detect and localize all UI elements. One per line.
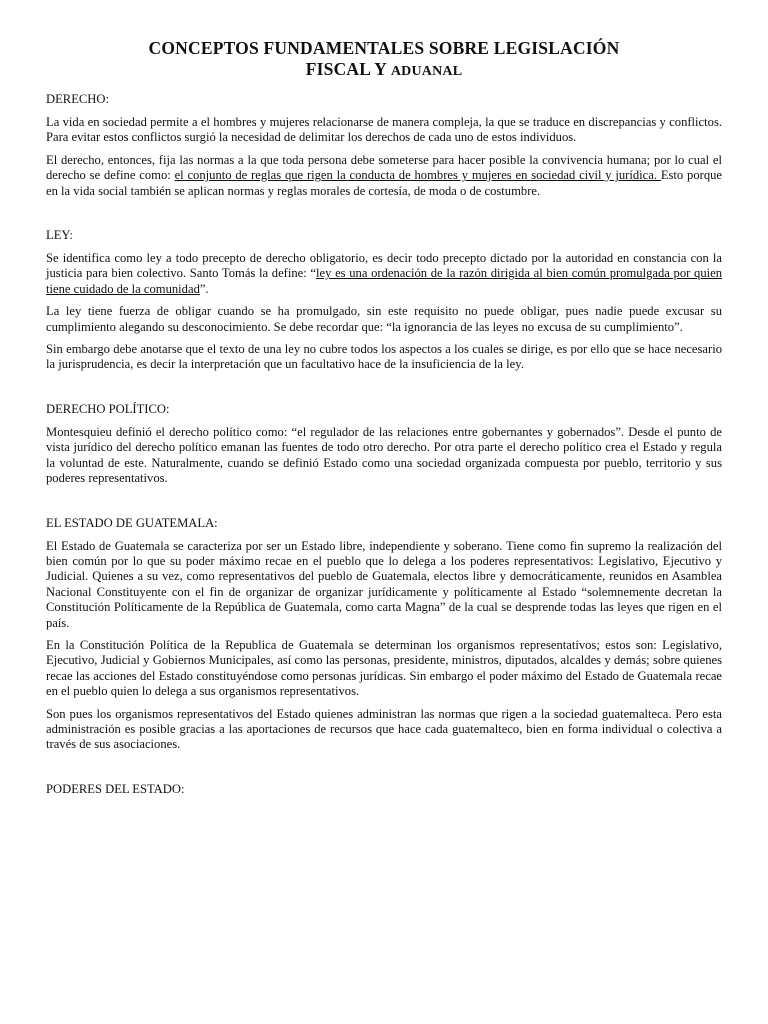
ley-definition-underlined: ley es una ordenación de la razón dirigida al bien común promulgada por quien tiene cuidado de la comunidad [46,266,723,296]
derecho-definition-underlined: el conjunto de reglas que rigen la conducta de hombres y mujeres en sociedad civil y jurídica. [174,168,661,183]
derecho-2-text-b: Esto porque en la vida social también se aplican normas y reglas morales de cortesía, de moda o de costumbre. [46,168,723,198]
paragraph-ley-3: Sin embargo debe anotarse que el texto de una ley no cubre todos los aspectos a los cuales se dirige, es por ello que se hace necesario la jurisprudencia, es decir la interpretación que un facultativo hace de la insuficiencia de la ley. [46,342,722,372]
title-line-2-fiscal: FISCAL Y [305,59,387,79]
section-spacer [46,380,722,402]
heading-derecho-politico: DERECHO POLÍTICO: [46,401,170,416]
ley-1-text-a: Se identifica como ley a todo precepto de derecho obligatorio, es decir todo precepto dictado por la autoridad en constancia con la justicia para bien colectivo. Santo Tomás la define: “ [46,251,722,281]
title-line-2 [46,59,722,82]
paragraph-guatemala-2: En la Constitución Política de la Republica de Guatemala se determinan los organismos representativos; estos son: Legislativo, Ejecutivo, Judicial y Gobiernos Municipales, así como las personas, presidente, ministros, diputados, alcaldes y demás; sobre quienes recae las acciones del Estado constituyéndose como personas jurídicas. Sin embargo el poder máximo del Estado de Guatemala recae en el pueblo quien lo delega a sus organismos representativos. [46,637,722,699]
section-spacer [46,494,722,516]
paragraph-ley-1 [46,251,722,297]
paragraph-guatemala-1: El Estado de Guatemala se caracteriza por ser un Estado libre, independiente y soberano. Tiene como fin supremo la realización del bien común por lo que su poder máximo recae en el pueblo que lo delega a los poderes representativos: Legislativo, Ejecutivo y Judicial. Quienes a su vez, como representativos del pueblo de Guatemala, electos libre y democráticamente, reunidos en Asamblea Nacional Constituyente con el fin de organizar de organizar jurídicamente y políticamente al Estado “solemnemente decretan la Constitución Políticamente de la República de Guatemala, como carta Magna” de la cual se desprende todas las leyes que rigen en el país. [46,538,722,630]
heading-estado-guatemala: EL ESTADO DE GUATEMALA: [46,515,218,530]
section-spacer [46,206,722,228]
document-title [46,38,722,82]
heading-ley: LEY: [46,228,73,243]
heading-derecho: DERECHO: [46,92,109,106]
paragraph-guatemala-3: Son pues los organismos representativos del Estado quienes administran las normas que rigen a la sociedad guatemalteca. Pero esta administración es posible gracias a las aportaciones de recursos que hace cada guatemalteco, bien en forma individual o colectiva a través de sus asociaciones. [46,706,722,752]
paragraph-derecho-1: La vida en sociedad permite a el hombres y mujeres relacionarse de manera compleja, la que se traduce en discrepancias y conflictos. Para evitar estos conflictos surgió la necesidad de delimitar los derechos de cada uno de estos individuos. [46,115,722,145]
title-line-2-aduanal: ADUANAL [390,64,463,79]
paragraph-derecho-politico: Montesquieu definió el derecho político como: “el regulador de las relaciones entre gobernantes y gobernados”. Desde el punto de vista jurídico del derecho político emanan las fuentes de todo otro derecho. Por otra parte el derecho político crea el Estado y regula la voluntad de este. Naturalmente, cuando se definió Estado como una sociedad organizada compuesta por pueblo, territorio y sus poderes representativos. [46,424,722,486]
ley-1-text-b: ”. [199,281,209,296]
title-line-1: CONCEPTOS FUNDAMENTALES SOBRE LEGISLACIÓN [148,38,620,58]
paragraph-derecho-2 [46,153,722,199]
paragraph-ley-2: La ley tiene fuerza de obligar cuando se ha promulgado, sin este requisito no puede obligar, pues nadie puede excusar su cumplimiento alegando su desconocimiento. Se debe recordar que: “la ignorancia de las leyes no excusa de su cumplimiento”. [46,304,722,334]
derecho-2-text-a: El derecho, entonces, fija las normas a la que toda persona debe someterse para hacer posible la convivencia humana; por lo cual el derecho se define como: [46,152,722,183]
section-spacer [46,760,722,782]
heading-poderes-estado: PODERES DEL ESTADO: [46,781,185,796]
